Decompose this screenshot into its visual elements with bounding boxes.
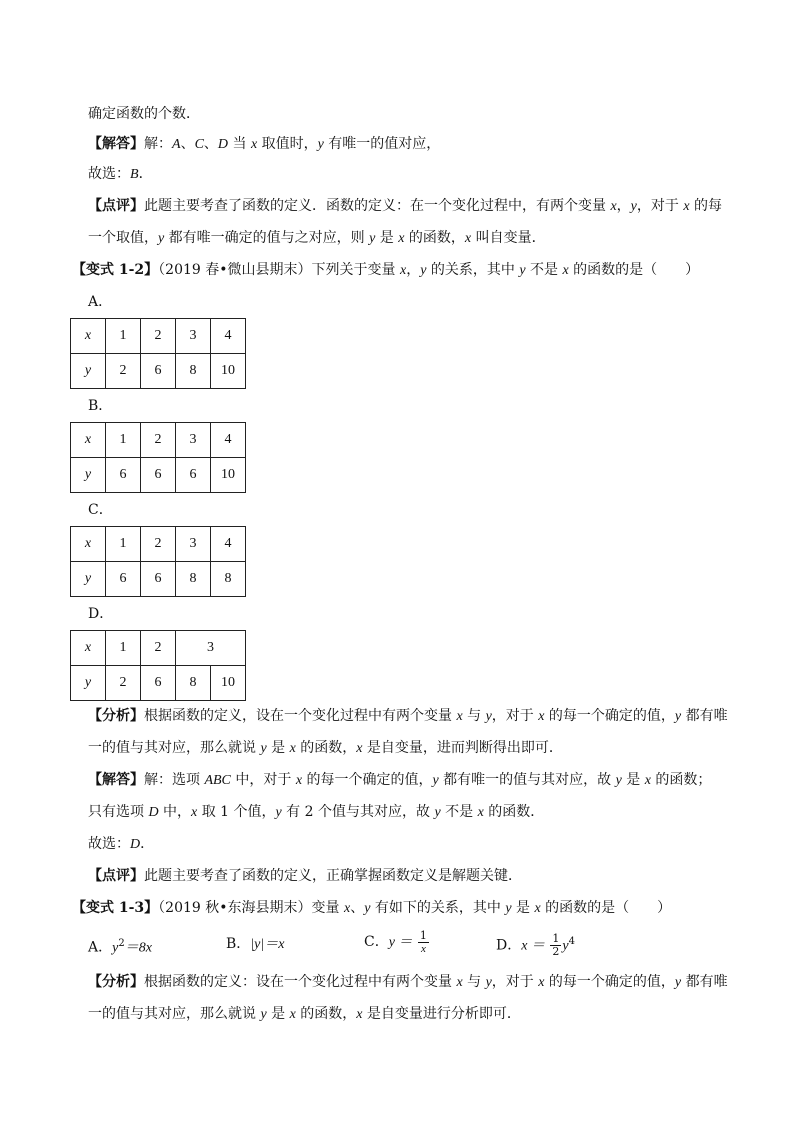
text: 有 2 个值与其对应，故 xyxy=(281,804,435,820)
var: x xyxy=(295,773,303,788)
text: ， xyxy=(406,262,421,278)
analysis-tag: 【分析】 xyxy=(88,974,144,990)
question-1-2 xyxy=(72,260,699,281)
text: ，对于 xyxy=(491,708,539,724)
cell: 4 xyxy=(211,319,246,354)
var: x xyxy=(191,805,198,820)
var: y xyxy=(615,773,622,788)
answer-line xyxy=(88,802,544,823)
cell: 3 xyxy=(176,631,246,666)
choice-line xyxy=(88,834,154,855)
cell: 1 xyxy=(106,319,141,354)
question-tag: 【变式 1-3】 xyxy=(72,900,159,916)
text: 取 1 个值， xyxy=(197,804,276,820)
expr: ＝8x xyxy=(124,940,152,956)
question-tag: 【变式 1-2】 xyxy=(72,262,159,278)
text: 确定函数的个数． xyxy=(88,106,200,122)
text: 是 xyxy=(375,230,399,246)
var: D xyxy=(217,137,229,152)
text: ，对于 xyxy=(491,974,539,990)
var: y xyxy=(364,901,371,916)
text: 是自变量进行分析即可． xyxy=(362,1006,521,1022)
var: D xyxy=(148,805,159,820)
text: 一个取值， xyxy=(88,230,158,246)
var: y xyxy=(260,741,267,756)
header-cell xyxy=(71,458,106,493)
cell: 2 xyxy=(141,423,176,458)
var: C xyxy=(194,137,204,152)
text: 解： xyxy=(144,136,172,152)
cell: 1 xyxy=(106,423,141,458)
var: y xyxy=(275,805,282,820)
text: ，对于 xyxy=(636,198,684,214)
cell: 8 xyxy=(211,562,246,597)
table-row xyxy=(71,527,246,562)
text: 是 xyxy=(621,772,645,788)
header-cell xyxy=(71,631,106,666)
text: 不是 xyxy=(440,804,478,820)
table-row xyxy=(71,423,246,458)
var: x xyxy=(356,1007,363,1022)
answer-tag: 【解答】 xyxy=(88,772,144,788)
var: x xyxy=(289,1007,296,1022)
text: 中，对于 xyxy=(230,772,296,788)
cell: 3 xyxy=(176,423,211,458)
text: ． xyxy=(140,836,155,852)
header-cell xyxy=(71,354,106,389)
question-1-3 xyxy=(72,898,671,919)
var: y xyxy=(432,773,439,788)
text: 都有唯一确定的值与之对应，则 xyxy=(164,230,370,246)
table-row xyxy=(71,354,246,389)
comment-tag: 【点评】 xyxy=(88,868,144,884)
var: x xyxy=(456,975,463,990)
cell: 8 xyxy=(176,666,211,701)
text: 的函数的是（ ） xyxy=(540,900,672,916)
var: y xyxy=(420,263,427,278)
text: 的函数， xyxy=(404,230,465,246)
var: x xyxy=(683,199,690,214)
cell: 1 xyxy=(106,631,141,666)
text: 叫自变量． xyxy=(471,230,546,246)
cell: 2 xyxy=(141,527,176,562)
comment-line xyxy=(88,866,522,886)
exponent: 2 xyxy=(118,938,125,949)
text: 一的值与其对应，那么就说 xyxy=(88,740,261,756)
var: x xyxy=(456,709,463,724)
expr: y ＝ xyxy=(388,935,413,950)
text: 的关系，其中 xyxy=(426,262,520,278)
option-label: A． xyxy=(88,939,113,956)
var: x xyxy=(289,741,296,756)
text: 、 xyxy=(350,900,365,916)
var: y xyxy=(112,940,119,956)
text-line xyxy=(88,104,200,124)
analysis-line xyxy=(88,738,563,759)
cell: 1 xyxy=(106,527,141,562)
option-label: B． xyxy=(226,936,251,952)
var: x xyxy=(534,901,541,916)
var: x xyxy=(84,640,92,655)
cell: 3 xyxy=(176,319,211,354)
option-c xyxy=(364,928,430,957)
var: y xyxy=(630,199,637,214)
answer-line xyxy=(88,770,711,791)
expr: |y|＝x xyxy=(250,937,285,952)
option-b xyxy=(226,934,284,955)
var: y xyxy=(84,467,92,482)
cell: 4 xyxy=(211,423,246,458)
cell: 6 xyxy=(176,458,211,493)
var: y xyxy=(84,675,92,690)
cell: 4 xyxy=(211,527,246,562)
header-cell xyxy=(71,666,106,701)
var: y xyxy=(485,975,492,990)
text: 故选： xyxy=(88,836,130,852)
cell: 10 xyxy=(211,458,246,493)
var: x xyxy=(356,741,363,756)
var: y xyxy=(84,571,92,586)
text: 、 xyxy=(180,136,195,152)
text: 的函数的是（ ） xyxy=(568,262,700,278)
var: y xyxy=(369,231,376,246)
header-cell xyxy=(71,562,106,597)
text: 只有选项 xyxy=(88,804,149,820)
text: 的函数． xyxy=(483,804,545,820)
var: x xyxy=(84,536,92,551)
comment-line xyxy=(88,196,722,217)
cell: 6 xyxy=(106,458,141,493)
cell: 10 xyxy=(211,666,246,701)
analysis-line xyxy=(88,706,728,727)
text: 的函数； xyxy=(650,772,712,788)
analysis-tag: 【分析】 xyxy=(88,708,144,724)
text: 是 xyxy=(511,900,535,916)
text: 的每一个确定的值， xyxy=(544,708,675,724)
text: 不是 xyxy=(525,262,563,278)
text: 都有唯 xyxy=(681,708,728,724)
option-label: D． xyxy=(496,937,522,954)
header-cell xyxy=(71,319,106,354)
text: 都有唯一的值与其对应，故 xyxy=(438,772,616,788)
cell: 6 xyxy=(141,562,176,597)
text: 的每一个确定的值， xyxy=(544,974,675,990)
cell: 8 xyxy=(176,562,211,597)
option-d-table xyxy=(70,630,246,701)
var: y xyxy=(505,901,512,916)
text: 中， xyxy=(158,804,192,820)
cell: 6 xyxy=(106,562,141,597)
text: 此题主要考查了函数的定义，正确掌握函数定义是解题关键． xyxy=(144,868,522,884)
cell: 6 xyxy=(141,354,176,389)
var: D xyxy=(130,837,141,852)
var: y xyxy=(84,363,92,378)
var: x xyxy=(477,805,484,820)
denominator: x xyxy=(420,942,426,955)
var: ABC xyxy=(204,773,231,788)
answer-line xyxy=(88,134,440,155)
cell: 10 xyxy=(211,354,246,389)
cell: 2 xyxy=(106,666,141,701)
var: A xyxy=(172,137,181,152)
var: x xyxy=(464,231,472,246)
cell: 6 xyxy=(141,666,176,701)
text: 与 xyxy=(462,708,486,724)
text: 是 xyxy=(266,1006,290,1022)
text: 与 xyxy=(462,974,486,990)
var: x xyxy=(84,328,92,343)
var: x xyxy=(84,432,92,447)
table-row xyxy=(71,631,246,666)
option-a-table xyxy=(70,318,246,389)
text: 的函数， xyxy=(295,1006,357,1022)
option-c-table xyxy=(70,526,246,597)
text: 当 xyxy=(228,136,251,152)
option-b-label: B． xyxy=(88,398,113,414)
var: y xyxy=(485,709,492,724)
fraction xyxy=(550,933,561,958)
option-label: C． xyxy=(364,934,389,950)
text: 根据函数的定义，设在一个变化过程中有两个变量 xyxy=(144,708,457,724)
analysis-line xyxy=(88,1004,521,1025)
var: x xyxy=(250,137,258,152)
table-row xyxy=(71,319,246,354)
denominator: 2 xyxy=(552,945,560,959)
numerator: 1 xyxy=(419,928,427,942)
var: y xyxy=(519,263,526,278)
option-d xyxy=(496,928,575,961)
fraction xyxy=(418,930,429,955)
analysis-line xyxy=(88,972,728,993)
text: 的函数， xyxy=(295,740,357,756)
cell: 6 xyxy=(141,458,176,493)
header-cell xyxy=(71,423,106,458)
header-cell xyxy=(71,527,106,562)
table-row xyxy=(71,562,246,597)
var: x xyxy=(562,263,569,278)
table-row xyxy=(71,458,246,493)
var: y xyxy=(260,1007,267,1022)
text: 取值时， xyxy=(257,136,318,152)
text: 解：选项 xyxy=(144,772,205,788)
var: y xyxy=(158,231,165,246)
var: x xyxy=(399,263,407,278)
cell: 2 xyxy=(141,631,176,666)
var: y xyxy=(674,709,682,724)
table-row xyxy=(71,666,246,701)
text: 故选： xyxy=(88,166,130,182)
text: ， xyxy=(616,198,631,214)
choice-line xyxy=(88,164,153,185)
text: ． xyxy=(138,166,153,182)
text: 此题主要考查了函数的定义．函数的定义：在一个变化过程中，有两个变量 xyxy=(144,198,611,214)
option-b-table xyxy=(70,422,246,493)
var: x xyxy=(343,901,351,916)
option-a xyxy=(88,934,152,959)
text: 都有唯 xyxy=(681,974,728,990)
var: x xyxy=(538,975,545,990)
text: 的每一个确定的值， xyxy=(302,772,433,788)
option-d-label: D． xyxy=(88,606,114,622)
var: x xyxy=(398,231,405,246)
option-a-label: A． xyxy=(88,294,113,310)
text: 有唯一的值对应， xyxy=(323,136,441,152)
text: 根据函数的定义：设在一个变化过程中有两个变量 xyxy=(144,974,457,990)
var: x xyxy=(644,773,651,788)
cell: 2 xyxy=(141,319,176,354)
numerator: 1 xyxy=(552,932,560,946)
var: B xyxy=(130,167,139,182)
var: y xyxy=(317,137,324,152)
text: （2019 秋•东海县期末）变量 xyxy=(158,900,344,916)
text: （2019 春•微山县期末）下列关于变量 xyxy=(158,262,400,278)
text: 一的值与其对应，那么就说 xyxy=(88,1006,261,1022)
cell: 8 xyxy=(176,354,211,389)
var: y xyxy=(562,938,569,954)
exponent: 4 xyxy=(568,936,575,947)
text: 是 xyxy=(266,740,290,756)
option-c-label: C． xyxy=(88,502,113,518)
comment-line xyxy=(88,228,546,249)
comment-tag: 【点评】 xyxy=(88,198,144,214)
text: 的每 xyxy=(689,198,723,214)
var: x xyxy=(538,709,545,724)
text: 有如下的关系，其中 xyxy=(370,900,506,916)
cell: 2 xyxy=(106,354,141,389)
expr: x ＝ xyxy=(521,938,545,954)
text: 是自变量，进而判断得出即可． xyxy=(362,740,563,756)
var: x xyxy=(610,199,617,214)
text: 、 xyxy=(203,136,218,152)
var: y xyxy=(434,805,441,820)
answer-tag: 【解答】 xyxy=(88,136,144,152)
var: y xyxy=(674,975,682,990)
cell: 3 xyxy=(176,527,211,562)
